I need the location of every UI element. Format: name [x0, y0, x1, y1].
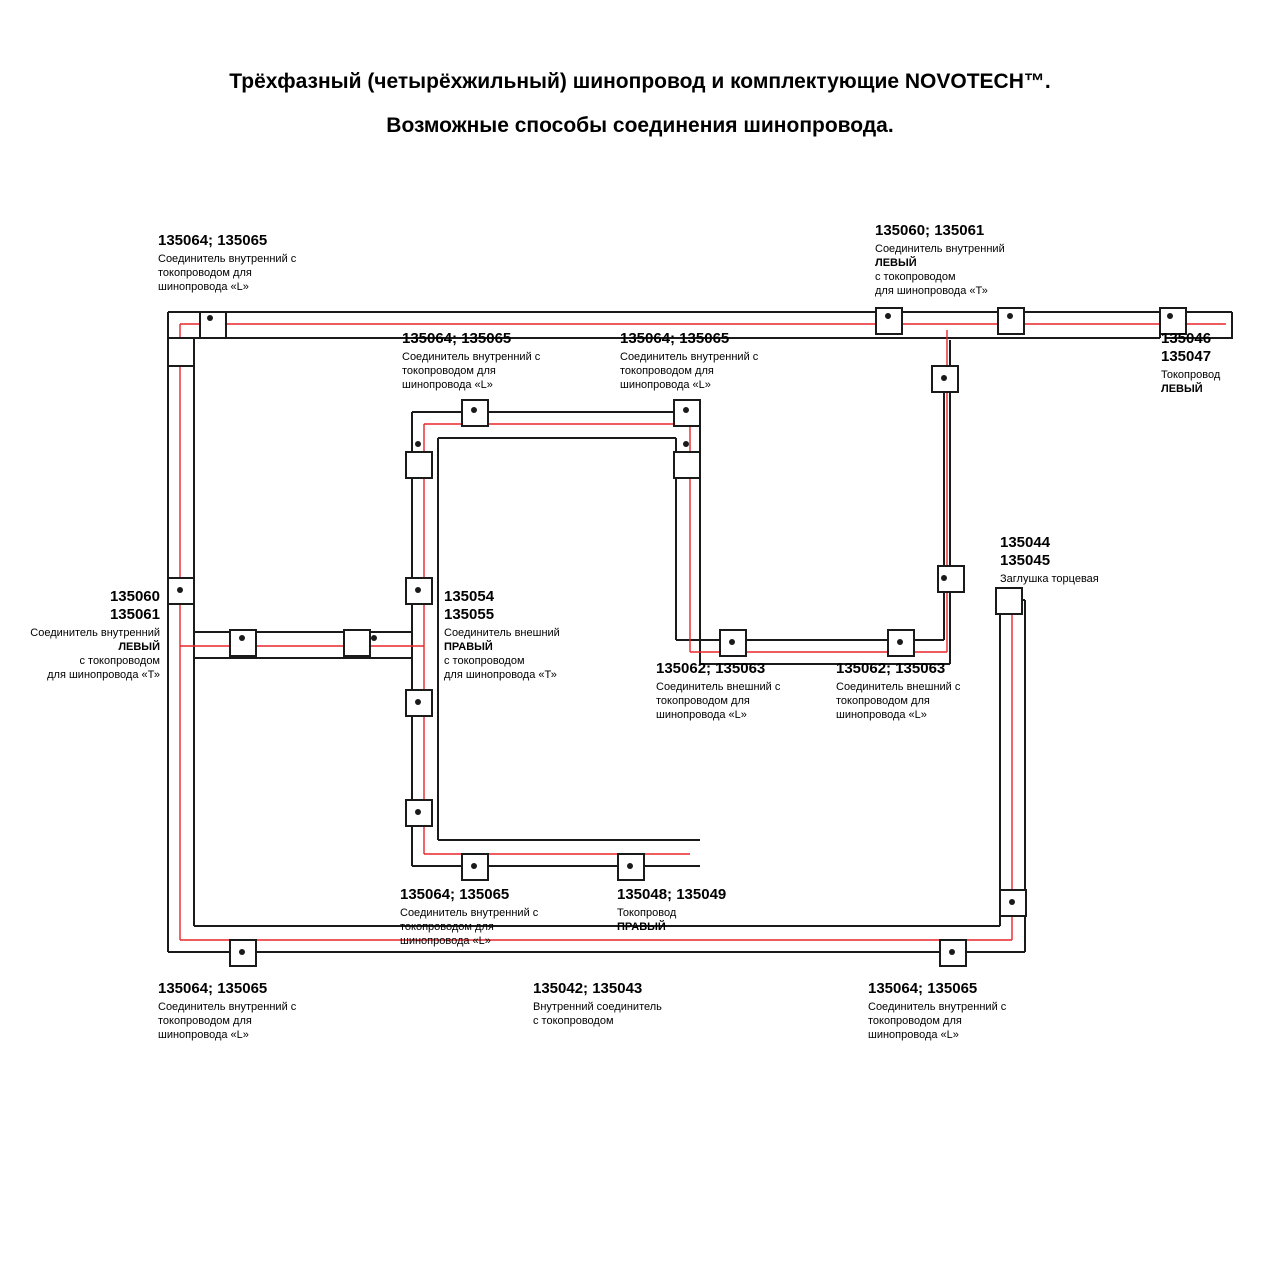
label-desc-line: шинопровода «L»: [656, 709, 747, 721]
label-code: 135047: [1161, 348, 1212, 365]
label-135064-bottom-left: [158, 980, 296, 1042]
label-desc-line: с токопроводом: [875, 271, 956, 283]
connector-block: [998, 308, 1024, 334]
label-135046-right: [1161, 330, 1220, 396]
label-desc-line: ЛЕВЫЙ: [118, 641, 160, 653]
label-135062-left: [656, 660, 780, 722]
label-desc-line: ЛЕВЫЙ: [1161, 383, 1203, 395]
label-code: 135064; 135065: [402, 330, 512, 347]
label-code: 135064; 135065: [400, 886, 510, 903]
label-desc-line: токопроводом для: [868, 1015, 962, 1027]
label-desc-line: Внутренний соединитель: [533, 1001, 662, 1013]
label-desc-line: Соединитель внутренний с: [620, 351, 759, 363]
page-title-line1: Трёхфазный (четырёхжильный) шинопровод и комплектующие NOVOTECH™.: [229, 70, 1051, 93]
label-desc-line: шинопровода «L»: [158, 281, 249, 293]
label-code: 135060: [109, 588, 160, 605]
label-135054-center: [444, 588, 560, 682]
label-135044-right: [1000, 534, 1099, 586]
label-desc-line: шинопровода «L»: [400, 935, 491, 947]
label-desc-line: шинопровода «L»: [402, 379, 493, 391]
label-135060-left: [0, 588, 160, 682]
label-135062-right: [836, 660, 960, 722]
label-desc-line: с токопроводом: [79, 655, 160, 667]
label-desc-line: шинопровода «L»: [836, 709, 927, 721]
label-135064-top-left: [158, 232, 296, 294]
label-code: 135055: [444, 606, 495, 623]
label-desc-line: Токопровод: [617, 907, 677, 919]
label-desc-line: токопроводом для: [836, 695, 930, 707]
connector-block: [230, 630, 256, 656]
label-135048: [617, 886, 726, 934]
label-code: 135064; 135065: [158, 980, 268, 997]
label-desc-line: шинопровода «L»: [158, 1029, 249, 1041]
label-code: 135064; 135065: [868, 980, 978, 997]
label-135064-bottom-right: [868, 980, 1006, 1042]
label-code: 135061: [109, 606, 160, 623]
label-desc-line: Соединитель внешний с: [836, 681, 961, 693]
connector-block: [406, 452, 432, 478]
connector-block: [200, 312, 226, 338]
label-desc-line: Соединитель внутренний: [30, 627, 160, 639]
label-code: 135062; 135063: [836, 660, 946, 677]
label-code: 135054: [444, 588, 495, 605]
label-desc-line: токопроводом для: [656, 695, 750, 707]
label-135064-mid-left: [402, 330, 540, 392]
label-desc-line: шинопровода «L»: [868, 1029, 959, 1041]
label-desc-line: токопроводом для: [158, 1015, 252, 1027]
label-desc-line: для шинопровода «Т»: [875, 285, 988, 297]
label-desc-line: токопроводом для: [402, 365, 496, 377]
label-code: 135045: [1000, 552, 1051, 569]
connector-block: [462, 400, 488, 426]
connector-block: [876, 308, 902, 334]
connector-block: [674, 452, 700, 478]
label-desc-line: Соединитель внутренний с: [158, 1001, 297, 1013]
label-code: 135042; 135043: [533, 980, 643, 997]
end-cap-block: [996, 588, 1022, 614]
label-code: 135048; 135049: [617, 886, 727, 903]
label-135042: [533, 980, 662, 1028]
label-135064-mid-right: [620, 330, 758, 392]
label-desc-line: токопроводом для: [620, 365, 714, 377]
connector-block: [674, 400, 700, 426]
label-code: 135064; 135065: [158, 232, 268, 249]
label-desc-line: Токопровод: [1161, 369, 1221, 381]
label-135064-bottom-mid: [400, 886, 538, 948]
label-code: 135062; 135063: [656, 660, 766, 677]
connector-block: [344, 630, 370, 656]
label-desc-line: Соединитель внутренний: [875, 243, 1005, 255]
label-code: 135046: [1161, 330, 1212, 347]
label-desc-line: Соединитель внутренний с: [402, 351, 541, 363]
label-desc-line: Соединитель внешний с: [656, 681, 781, 693]
label-desc-line: Соединитель внутренний с: [868, 1001, 1007, 1013]
label-desc-line: токопроводом для: [400, 921, 494, 933]
label-desc-line: для шинопровода «Т»: [47, 669, 160, 681]
label-desc-line: ЛЕВЫЙ: [875, 257, 917, 269]
label-desc-line: ПРАВЫЙ: [617, 921, 666, 933]
connector-block: [168, 338, 194, 366]
label-code: 135044: [1000, 534, 1051, 551]
label-desc-line: с токопроводом: [533, 1015, 614, 1027]
label-code: 135060; 135061: [875, 222, 985, 239]
label-desc-line: Заглушка торцевая: [1000, 573, 1099, 585]
label-code: 135064; 135065: [620, 330, 730, 347]
label-desc-line: Соединитель внутренний с: [158, 253, 297, 265]
label-desc-line: Соединитель внешний: [444, 627, 560, 639]
label-desc-line: ПРАВЫЙ: [444, 641, 493, 653]
label-desc-line: для шинопровода «Т»: [444, 669, 557, 681]
page-title-line2: Возможные способы соединения шинопровода.: [386, 114, 894, 137]
label-desc-line: Соединитель внутренний с: [400, 907, 539, 919]
label-desc-line: токопроводом для: [158, 267, 252, 279]
label-135060-top-right: [875, 222, 1005, 298]
label-desc-line: шинопровода «L»: [620, 379, 711, 391]
label-desc-line: с токопроводом: [444, 655, 525, 667]
